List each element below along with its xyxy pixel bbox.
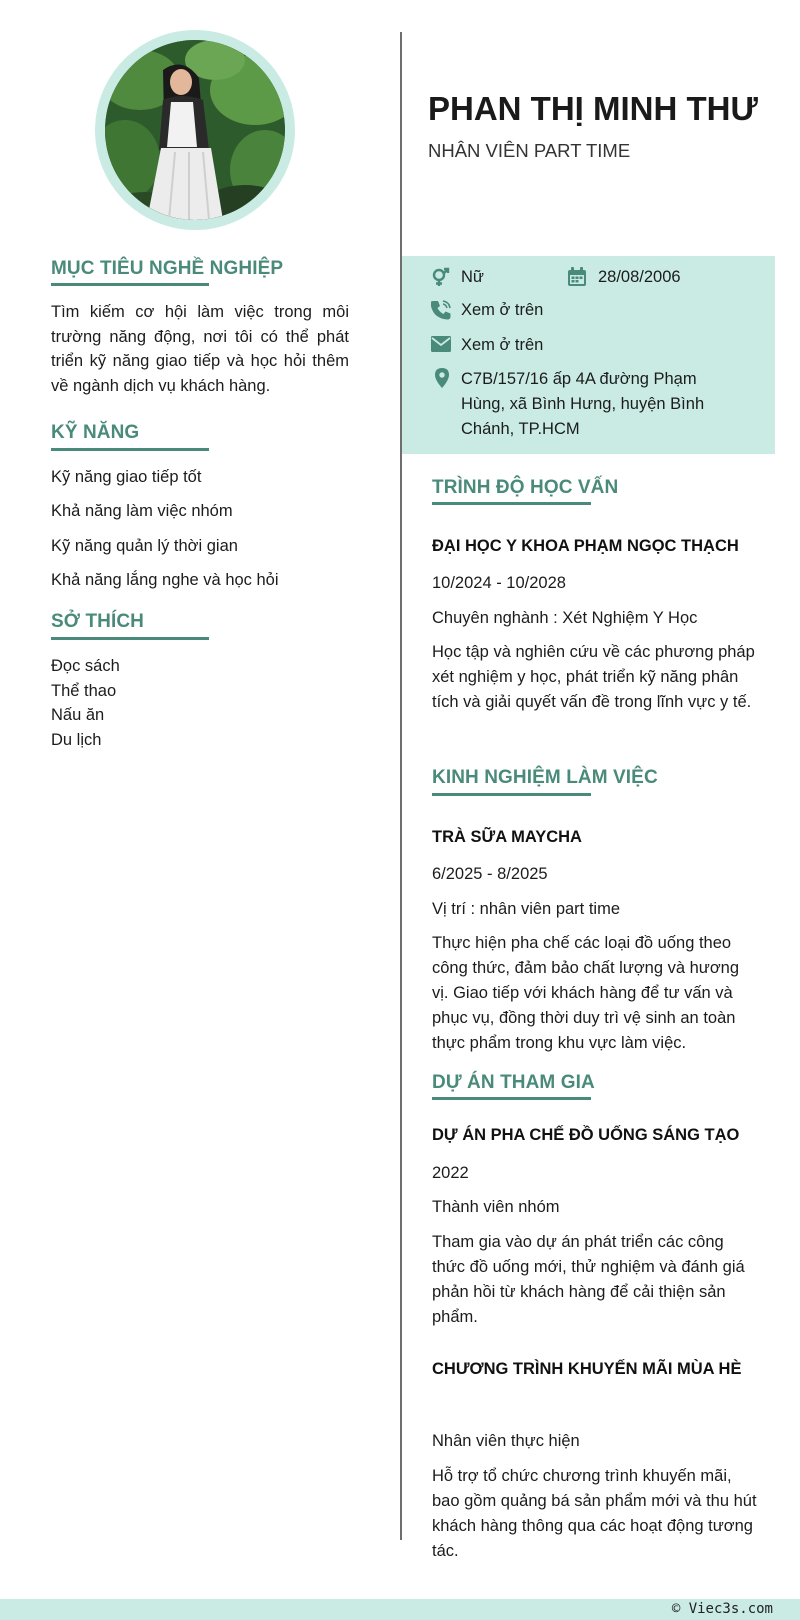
project-name: DỰ ÁN PHA CHẾ ĐỒ UỐNG SÁNG TẠO xyxy=(432,1126,740,1144)
skill-item: Kỹ năng giao tiếp tốt xyxy=(51,468,202,486)
contact-info-box xyxy=(402,256,775,454)
calendar-icon xyxy=(567,267,587,287)
section-underline xyxy=(51,448,209,451)
education-description: Học tập và nghiên cứu về các phương pháp xét nghiệm y học, phát triển kỹ năng phân tích và giải quyết vấn đề trong lĩnh vực y tế. xyxy=(432,643,755,711)
career-objective-title: MỤC TIÊU NGHỀ NGHIỆP xyxy=(51,258,284,279)
profile-name: PHAN THỊ MINH THƯ xyxy=(428,90,758,127)
project-name: CHƯƠNG TRÌNH KHUYẾN MÃI MÙA HÈ xyxy=(432,1360,742,1378)
section-underline xyxy=(432,1097,591,1100)
project-description: Tham gia vào dự án phát triển các công thức đồ uống mới, thử nghiệm và đánh giá phản hồi từ khách hàng để cải thiện sản phẩm. xyxy=(432,1233,745,1326)
hobby-item: Du lịch xyxy=(51,731,102,749)
birthday-value: 28/08/2006 xyxy=(598,268,681,286)
hobby-item: Đọc sách xyxy=(51,657,120,675)
hobbies-title: SỞ THÍCH xyxy=(51,611,145,632)
experience-description: Thực hiện pha chế các loại đồ uống theo công thức, đảm bảo chất lượng và hương vị. Giao tiếp với khách hàng để tư vấn và phục vụ, đồng thời duy trì vệ sinh an toàn thực phẩm trong khu vực làm việc. xyxy=(432,934,740,1052)
project-role: Nhân viên thực hiện xyxy=(432,1432,580,1450)
gender-value: Nữ xyxy=(461,268,484,286)
project-description: Hỗ trợ tổ chức chương trình khuyến mãi, bao gồm quảng bá sản phẩm mới và thu hút khách hàng thông qua các hoạt động tương tác. xyxy=(432,1467,757,1560)
education-school: ĐẠI HỌC Y KHOA PHẠM NGỌC THẠCH xyxy=(432,537,739,555)
experience-company: TRÀ SỮA MAYCHA xyxy=(432,828,582,846)
projects-title: DỰ ÁN THAM GIA xyxy=(432,1072,595,1093)
skill-item: Khả năng lắng nghe và học hỏi xyxy=(51,571,279,589)
experience-title: KINH NGHIỆM LÀM VIỆC xyxy=(432,767,658,788)
address-value: C7B/157/16 ấp 4A đường Phạm Hùng, xã Bình Hưng, huyện Bình Chánh, TP.HCM xyxy=(461,370,705,438)
experience-position: Vị trí : nhân viên part time xyxy=(432,900,621,918)
hobby-item: Thể thao xyxy=(51,682,117,700)
section-underline xyxy=(432,502,591,505)
section-underline xyxy=(51,283,209,286)
email-icon xyxy=(431,334,451,354)
avatar xyxy=(105,40,285,220)
email-value: Xem ở trên xyxy=(461,336,544,354)
education-major: Chuyên nghành : Xét Nghiệm Y Học xyxy=(432,609,698,627)
skill-item: Khả năng làm việc nhóm xyxy=(51,502,233,520)
hobby-item: Nấu ăn xyxy=(51,706,105,724)
phone-value: Xem ở trên xyxy=(461,301,544,319)
location-icon xyxy=(432,368,452,388)
education-period: 10/2024 - 10/2028 xyxy=(432,574,566,592)
section-underline xyxy=(432,793,591,796)
skills-title: KỸ NĂNG xyxy=(51,422,140,443)
experience-period: 6/2025 - 8/2025 xyxy=(432,865,548,883)
project-year: 2022 xyxy=(432,1164,469,1182)
profile-role: NHÂN VIÊN PART TIME xyxy=(428,140,631,161)
education-title: TRÌNH ĐỘ HỌC VẤN xyxy=(432,477,619,498)
footer-credit: © Viec3s.com xyxy=(671,1601,773,1617)
skill-item: Kỹ năng quản lý thời gian xyxy=(51,537,238,555)
footer-bar xyxy=(0,1599,800,1620)
gender-icon xyxy=(431,267,451,287)
project-role: Thành viên nhóm xyxy=(432,1198,560,1216)
career-objective-text: Tìm kiếm cơ hội làm việc trong môi trường năng động, nơi tôi có thể phát triển kỹ năng giao tiếp và học hỏi thêm về ngành dịch vụ khách hàng. xyxy=(51,303,349,395)
section-underline xyxy=(51,637,209,640)
avatar-photo xyxy=(105,40,285,220)
phone-icon xyxy=(431,300,451,320)
